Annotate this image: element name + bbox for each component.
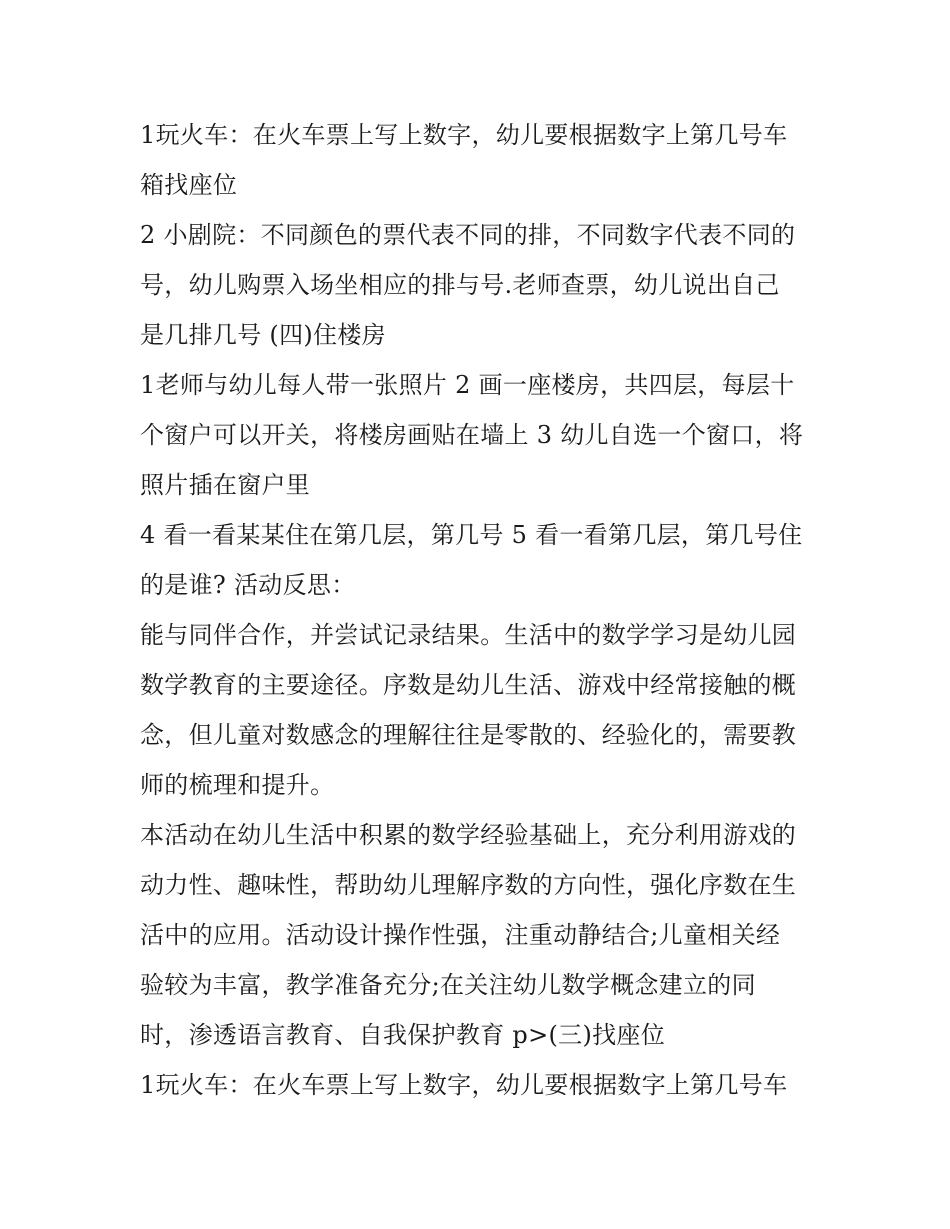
text-line: 师的梳理和提升。: [140, 771, 335, 799]
text-line: 能与同伴合作，并尝试记录结果。生活中的数学学习是幼儿园: [140, 621, 797, 649]
text-line: 数学教育的主要途径。序数是幼儿生活、游戏中经常接触的概: [140, 671, 797, 699]
text-line: 1玩火车：在火车票上写上数字，幼儿要根据数字上第几号车: [140, 121, 788, 149]
text-line: 是几排几号 (四)住楼房: [140, 321, 386, 349]
text-line: 时，渗透语言教育、自我保护教育 p>(三)找座位: [140, 1021, 666, 1049]
text-line: 1玩火车：在火车票上写上数字，幼儿要根据数字上第几号车: [140, 1071, 788, 1099]
text-line: 照片插在窗户里: [140, 471, 311, 499]
text-line: 4 看一看某某住在第几层，第几号 5 看一看第几层，第几号住: [140, 521, 803, 549]
text-line: 验较为丰富，教学准备充分;在关注幼儿数学概念建立的同: [140, 971, 756, 999]
text-line: 号，幼儿购票入场坐相应的排与号.老师查票，幼儿说出自己: [140, 271, 780, 299]
text-line: 2 小剧院：不同颜色的票代表不同的排，不同数字代表不同的: [140, 221, 796, 249]
text-line: 1老师与幼儿每人带一张照片 2 画一座楼房，共四层，每层十: [140, 371, 795, 399]
text-line: 箱找座位: [140, 171, 238, 199]
text-line: 个窗户可以开关，将楼房画贴在墙上 3 幼儿自选一个窗口，将: [140, 421, 804, 449]
document-body: [140, 110, 820, 1110]
text-line: 念，但儿童对数感念的理解往往是零散的、经验化的，需要教: [140, 721, 797, 749]
text-line: 的是谁? 活动反思：: [140, 571, 356, 599]
text-line: 本活动在幼儿生活中积累的数学经验基础上，充分利用游戏的: [140, 821, 797, 849]
text-line: 活中的应用。活动设计操作性强，注重动静结合;儿童相关经: [140, 921, 781, 949]
text-line: 动力性、趣味性，帮助幼儿理解序数的方向性，强化序数在生: [140, 871, 797, 899]
